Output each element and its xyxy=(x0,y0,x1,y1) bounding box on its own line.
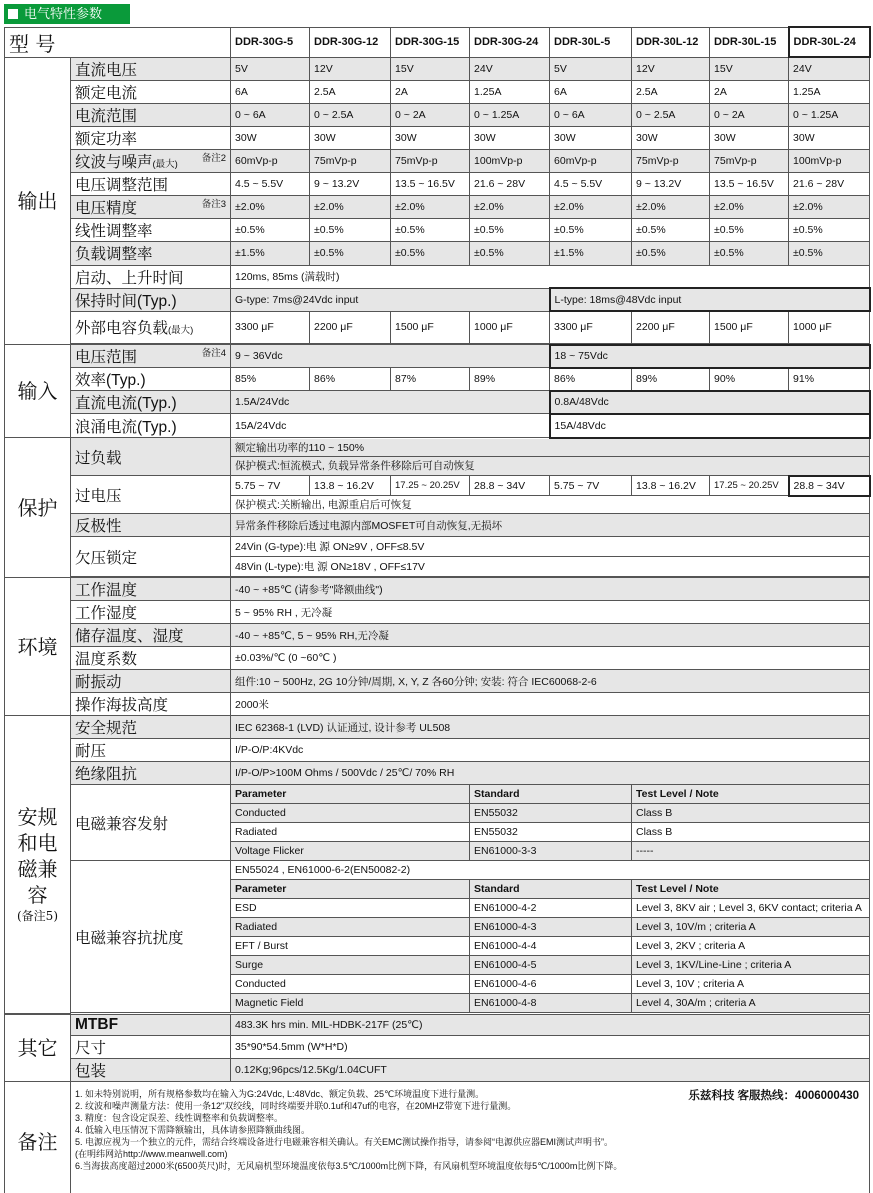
value-cell: -40 ~ +85℃ (请参考"降额曲线") xyxy=(231,578,870,601)
row-label: 保持时间(Typ.) xyxy=(71,288,231,311)
value-cell: 120ms, 85ms (满载时) xyxy=(231,265,870,288)
value-cell: 48Vin (L-type):电 源 ON≥18V , OFF≤17V xyxy=(231,557,870,577)
value-cell: 9 ~ 36Vdc xyxy=(231,345,550,368)
value-cell: 75mVp-p xyxy=(310,149,391,172)
value-cell: 30W xyxy=(550,126,632,149)
value-cell: ±0.5% xyxy=(789,241,870,265)
group-safety-line: 容 xyxy=(27,883,48,908)
group-safety-line: 和电 xyxy=(17,831,58,856)
row-safety-standards xyxy=(5,716,870,739)
row-label: 绝缘阻抗 xyxy=(71,762,231,785)
table-cell: Radiated xyxy=(231,823,470,842)
group-safety-line: 安规 xyxy=(17,805,58,830)
value-cell: ±0.5% xyxy=(632,218,710,241)
row-efficiency xyxy=(5,368,870,391)
column-header: Test Level / Note xyxy=(632,880,870,899)
table-cell: EN55032 xyxy=(470,804,632,823)
value-cell: 24Vin (G-type):电 源 ON≥9V , OFF≤8.5V xyxy=(231,537,870,557)
value-cell: 1.25A xyxy=(470,80,550,103)
value-cell: 0 ~ 2A xyxy=(710,103,789,126)
value-cell: ±0.5% xyxy=(710,241,789,265)
value-cell: 60mVp-p xyxy=(231,149,310,172)
value-cell: 2000米 xyxy=(231,693,870,716)
value-cell: ±0.03%/℃ (0 ~60℃ ) xyxy=(231,647,870,670)
section-header: 电气特性参数 xyxy=(4,4,130,24)
note-ref: 备注4 xyxy=(201,348,227,359)
value-cell: ±1.5% xyxy=(231,241,310,265)
value-cell: 21.6 ~ 28V xyxy=(470,172,550,195)
row-label: 耐振动 xyxy=(71,670,231,693)
table-cell: Class B xyxy=(632,823,870,842)
value-cell: IEC 62368-1 (LVD) 认证通过, 设计参考 UL508 xyxy=(231,716,870,739)
value-cell: ±2.0% xyxy=(550,195,632,218)
value-cell: 17.25 ~ 20.25V xyxy=(710,476,789,496)
value-cell: 13.5 ~ 16.5V xyxy=(710,172,789,195)
row-label: 欠压锁定 xyxy=(71,537,231,577)
table-cell: Level 3, 1KV/Line-Line ; criteria A xyxy=(632,956,870,975)
table-cell: EFT / Burst xyxy=(231,937,470,956)
value-cell: 12V xyxy=(632,57,710,80)
row-line-reg xyxy=(5,218,870,241)
row-label: 直流电压 xyxy=(71,57,231,80)
emc-emission-header xyxy=(5,785,870,804)
value-cell: 1.25A xyxy=(789,80,870,103)
value-cell: 0.12Kg;96pcs/12.5Kg/1.04CUFT xyxy=(231,1058,870,1081)
table-cell: Level 3, 10V ; criteria A xyxy=(632,975,870,994)
table-cell: Level 3, 2KV ; criteria A xyxy=(632,937,870,956)
remark-line: 3. 精度：包含设定误差、线性调整率和负载调整率。 xyxy=(75,1112,284,1123)
value-cell: ±0.5% xyxy=(470,241,550,265)
label-text: 外部电容负载 xyxy=(75,320,169,337)
value-cell: ±0.5% xyxy=(310,241,391,265)
note-ref: 备注3 xyxy=(201,198,227,210)
row-label: 额定功率 xyxy=(71,126,231,149)
group-protection: 保护 xyxy=(5,438,71,578)
table-cell: Magnetic Field xyxy=(231,994,470,1013)
table-cell: Surge xyxy=(231,956,470,975)
value-cell: 9 ~ 13.2V xyxy=(310,172,391,195)
value-cell: 1500 μF xyxy=(391,311,470,343)
value-cell: 12V xyxy=(310,57,391,80)
value-cell: 2.5A xyxy=(632,80,710,103)
value-cell: 异常条件移除后透过电源内部MOSFET可自动恢复,无损坏 xyxy=(231,514,870,537)
row-voltage-tol xyxy=(5,195,870,218)
value-cell: 85% xyxy=(231,368,310,391)
value-cell: ±2.0% xyxy=(310,195,391,218)
row-overvoltage-1 xyxy=(5,476,870,496)
row-label xyxy=(71,149,231,172)
value-cell: 483.3K hrs min. MIL-HDBK-217F (25℃) xyxy=(231,1014,870,1035)
label-text: 电压范围 xyxy=(75,349,138,366)
value-cell: 17.25 ~ 20.25V xyxy=(391,476,470,496)
value-cell: 30W xyxy=(470,126,550,149)
table-cell: Conducted xyxy=(231,804,470,823)
value-cell: EN55024 , EN61000-6-2(EN50082-2) xyxy=(231,861,870,880)
value-cell: 5.75 ~ 7V xyxy=(231,476,310,496)
group-other: 其它 xyxy=(5,1014,71,1081)
remark-line: 6.当海拔高度超过2000米(6500英尺)时，无风扇机型环境温度依每3.5℃/1000m比例下降，有风扇机型环境温度依每5℃/1000m比例下降。 xyxy=(75,1160,623,1171)
row-load-reg xyxy=(5,241,870,265)
value-cell: 0 ~ 2.5A xyxy=(632,103,710,126)
row-label: 浪涌电流(Typ.) xyxy=(71,414,231,438)
value-cell: 30W xyxy=(310,126,391,149)
value-cell: 24V xyxy=(470,57,550,80)
label-text: 电压精度 xyxy=(75,199,138,217)
model-cell: DDR-30G-15 xyxy=(391,27,470,57)
model-label: 型 号 xyxy=(5,27,231,57)
value-cell: 90% xyxy=(710,368,789,391)
value-cell: 28.8 ~ 34V xyxy=(789,476,870,496)
table-cell: Level 4, 30A/m ; criteria A xyxy=(632,994,870,1013)
value-cell: 0 ~ 1.25A xyxy=(470,103,550,126)
value-cell: ±0.5% xyxy=(632,241,710,265)
row-current-range xyxy=(5,103,870,126)
value-cell: 18 ~ 75Vdc xyxy=(550,345,870,368)
value-cell: 21.6 ~ 28V xyxy=(789,172,870,195)
row-label xyxy=(71,345,231,368)
row-uvlo-1 xyxy=(5,537,870,557)
value-cell: 75mVp-p xyxy=(632,149,710,172)
row-altitude xyxy=(5,693,870,716)
table-cell: Radiated xyxy=(231,918,470,937)
row-cap-load xyxy=(5,311,870,343)
row-voltage-adj xyxy=(5,172,870,195)
value-cell: I/P-O/P:4KVdc xyxy=(231,739,870,762)
value-cell: 3300 μF xyxy=(231,311,310,343)
row-rated-current xyxy=(5,80,870,103)
row-label xyxy=(71,195,231,218)
value-cell: 100mVp-p xyxy=(789,149,870,172)
table-cell: EN55032 xyxy=(470,823,632,842)
value-cell: 15V xyxy=(710,57,789,80)
group-remarks: 备注 xyxy=(5,1081,71,1193)
remark-line: 1. 如未特别说明，所有规格参数均在输入为G:24Vdc, L:48Vdc、额定负载、25℃环境温度下进行量测。 xyxy=(75,1088,485,1099)
value-cell: 2200 μF xyxy=(632,311,710,343)
value-cell: 额定输出功率的110 ~ 150% xyxy=(231,438,870,457)
value-cell: 2200 μF xyxy=(310,311,391,343)
table-cell: EN61000-4-8 xyxy=(470,994,632,1013)
table-cell: EN61000-4-4 xyxy=(470,937,632,956)
value-cell: ±2.0% xyxy=(470,195,550,218)
table-cell: Conducted xyxy=(231,975,470,994)
value-cell: 60mVp-p xyxy=(550,149,632,172)
value-cell: ±0.5% xyxy=(710,218,789,241)
row-reverse xyxy=(5,514,870,537)
row-humidity xyxy=(5,601,870,624)
value-cell: 35*90*54.5mm (W*H*D) xyxy=(231,1035,870,1058)
value-cell: 2.5A xyxy=(310,80,391,103)
value-cell: 86% xyxy=(550,368,632,391)
value-cell: 0 ~ 6A xyxy=(550,103,632,126)
value-cell: 15V xyxy=(391,57,470,80)
value-cell: 30W xyxy=(391,126,470,149)
value-cell: 2A xyxy=(391,80,470,103)
label-small: (最大) xyxy=(152,158,178,170)
row-label: 安全规范 xyxy=(71,716,231,739)
value-cell: 30W xyxy=(710,126,789,149)
row-label: 负载调整率 xyxy=(71,241,231,265)
value-cell: ±2.0% xyxy=(710,195,789,218)
value-cell: 0 ~ 1.25A xyxy=(789,103,870,126)
row-vibration xyxy=(5,670,870,693)
row-label: 效率(Typ.) xyxy=(71,368,231,391)
value-cell: ±2.0% xyxy=(632,195,710,218)
table-cell: EN61000-3-3 xyxy=(470,842,632,861)
value-cell: 0 ~ 6A xyxy=(231,103,310,126)
row-label: 耐压 xyxy=(71,739,231,762)
model-row xyxy=(5,27,870,57)
value-cell: 1000 μF xyxy=(470,311,550,343)
value-cell: 75mVp-p xyxy=(710,149,789,172)
row-dimension xyxy=(5,1035,870,1058)
row-overload-1 xyxy=(5,438,870,457)
value-cell: 13.5 ~ 16.5V xyxy=(391,172,470,195)
value-cell: ±2.0% xyxy=(391,195,470,218)
group-input: 输入 xyxy=(5,345,71,438)
value-cell: 保护模式:关断输出, 电源重启后可恢复 xyxy=(231,496,870,514)
row-label: 温度系数 xyxy=(71,647,231,670)
table-cell: Level 3, 10V/m ; criteria A xyxy=(632,918,870,937)
column-header: Standard xyxy=(470,785,632,804)
value-cell: 1500 μF xyxy=(710,311,789,343)
value-cell: L-type: 18ms@48Vdc input xyxy=(550,288,870,311)
value-cell: 0 ~ 2.5A xyxy=(310,103,391,126)
row-label: 操作海拔高度 xyxy=(71,693,231,716)
value-cell: 30W xyxy=(632,126,710,149)
row-mtbf xyxy=(5,1014,870,1035)
table-cell: EN61000-4-3 xyxy=(470,918,632,937)
column-header: Parameter xyxy=(231,785,470,804)
column-header: Parameter xyxy=(231,880,470,899)
row-remarks xyxy=(5,1081,870,1193)
value-cell: 15A/24Vdc xyxy=(231,414,550,438)
row-label: 电磁兼容抗扰度 xyxy=(71,861,231,1013)
value-cell: 保护模式:恒流模式, 负载异常条件移除后可自动恢复 xyxy=(231,457,870,476)
model-cell: DDR-30L-15 xyxy=(710,27,789,57)
value-cell: 13.8 ~ 16.2V xyxy=(632,476,710,496)
table-cell: Class B xyxy=(632,804,870,823)
model-cell: DDR-30G-24 xyxy=(470,27,550,57)
value-cell: 89% xyxy=(632,368,710,391)
value-cell: ±0.5% xyxy=(391,218,470,241)
value-cell: 5V xyxy=(550,57,632,80)
row-storage xyxy=(5,624,870,647)
value-cell: 1.5A/24Vdc xyxy=(231,391,550,414)
row-dc-voltage xyxy=(5,57,870,80)
table-cell: EN61000-4-2 xyxy=(470,899,632,918)
value-cell: 2A xyxy=(710,80,789,103)
row-hold-up xyxy=(5,288,870,311)
row-label: 包装 xyxy=(71,1058,231,1081)
model-cell: DDR-30L-5 xyxy=(550,27,632,57)
value-cell: ±1.5% xyxy=(550,241,632,265)
value-cell: ±0.5% xyxy=(310,218,391,241)
model-cell: DDR-30G-5 xyxy=(231,27,310,57)
label-text: 纹波与噪声 xyxy=(75,153,153,171)
value-cell: ±0.5% xyxy=(550,218,632,241)
column-header: Test Level / Note xyxy=(632,785,870,804)
remarks-cell xyxy=(71,1081,870,1193)
table-cell: ----- xyxy=(632,842,870,861)
row-inrush xyxy=(5,414,870,438)
value-cell: 87% xyxy=(391,368,470,391)
remark-line: 4. 低输入电压情况下需降额输出，具体请参照降额曲线图。 xyxy=(75,1124,311,1135)
row-isolation xyxy=(5,762,870,785)
value-cell: 1000 μF xyxy=(789,311,870,343)
value-cell: ±2.0% xyxy=(231,195,310,218)
value-cell: 5V xyxy=(231,57,310,80)
value-cell: 0.8A/48Vdc xyxy=(550,391,870,414)
value-cell: 30W xyxy=(231,126,310,149)
group-safety xyxy=(5,716,71,1014)
note-ref: 备注2 xyxy=(201,152,227,164)
value-cell: 86% xyxy=(310,368,391,391)
model-cell: DDR-30L-12 xyxy=(632,27,710,57)
row-setup xyxy=(5,265,870,288)
value-cell: 15A/48Vdc xyxy=(550,414,870,438)
row-dc-current xyxy=(5,391,870,414)
value-cell: 组件:10 ~ 500Hz, 2G 10分钟/周期, X, Y, Z 各60分钟; 安装: 符合 IEC60068-2-6 xyxy=(231,670,870,693)
row-label: 电磁兼容发射 xyxy=(71,785,231,861)
group-output: 输出 xyxy=(5,57,71,345)
label-small: (最大) xyxy=(168,325,194,336)
remark-line: (在明纬网站http://www.meanwell.com) xyxy=(75,1148,228,1159)
value-cell: 4.5 ~ 5.5V xyxy=(550,172,632,195)
value-cell: 100mVp-p xyxy=(470,149,550,172)
remark-line: 2. 纹波和噪声测量方法：使用一条12"双绞线，同时终端要并联0.1uf和47uf的电容，在20MHZ带宽下进行量测。 xyxy=(75,1100,517,1111)
row-temp xyxy=(5,578,870,601)
row-label: 储存温度、湿度 xyxy=(71,624,231,647)
value-cell: 13.8 ~ 16.2V xyxy=(310,476,391,496)
square-icon xyxy=(8,9,18,19)
row-label: MTBF xyxy=(71,1014,231,1035)
value-cell: 75mVp-p xyxy=(391,149,470,172)
group-environment: 环境 xyxy=(5,578,71,716)
group-safety-note: (备注5) xyxy=(17,909,58,924)
row-input-voltage xyxy=(5,345,870,368)
row-label: 直流电流(Typ.) xyxy=(71,391,231,414)
value-cell: G-type: 7ms@24Vdc input xyxy=(231,288,550,311)
value-cell: 0 ~ 2A xyxy=(391,103,470,126)
row-label: 电流范围 xyxy=(71,103,231,126)
value-cell: 28.8 ~ 34V xyxy=(470,476,550,496)
row-coef xyxy=(5,647,870,670)
value-cell: 24V xyxy=(789,57,870,80)
emc-immunity-intro xyxy=(5,861,870,880)
table-cell: ESD xyxy=(231,899,470,918)
row-label: 额定电流 xyxy=(71,80,231,103)
model-cell: DDR-30G-12 xyxy=(310,27,391,57)
value-cell: 91% xyxy=(789,368,870,391)
model-cell: DDR-30L-24 xyxy=(789,27,870,57)
value-cell: 9 ~ 13.2V xyxy=(632,172,710,195)
value-cell: ±2.0% xyxy=(789,195,870,218)
row-rated-power xyxy=(5,126,870,149)
row-label: 过负载 xyxy=(71,438,231,476)
row-ripple xyxy=(5,149,870,172)
value-cell: -40 ~ +85℃, 5 ~ 95% RH,无冷凝 xyxy=(231,624,870,647)
value-cell: 3300 μF xyxy=(550,311,632,343)
value-cell: ±0.5% xyxy=(470,218,550,241)
row-withstand xyxy=(5,739,870,762)
value-cell: ±0.5% xyxy=(789,218,870,241)
row-label: 工作温度 xyxy=(71,578,231,601)
value-cell: 4.5 ~ 5.5V xyxy=(231,172,310,195)
value-cell: 6A xyxy=(550,80,632,103)
value-cell: 5 ~ 95% RH , 无冷凝 xyxy=(231,601,870,624)
row-label: 工作湿度 xyxy=(71,601,231,624)
column-header: Standard xyxy=(470,880,632,899)
row-label: 过电压 xyxy=(71,476,231,514)
table-cell: EN61000-4-5 xyxy=(470,956,632,975)
remark-line: 5. 电源应视为一个独立的元件，需结合终端设备进行电磁兼容相关确认。有关EMC测试操作指导，请参阅“电源供应器EMI测试声明书”。 xyxy=(75,1136,614,1147)
value-cell: ±0.5% xyxy=(231,218,310,241)
table-cell: Level 3, 8KV air ; Level 3, 6KV contact; criteria A xyxy=(632,899,870,918)
value-cell: ±0.5% xyxy=(391,241,470,265)
group-safety-line: 磁兼 xyxy=(17,857,58,882)
hotline: 乐兹科技 客服热线：4006000430 xyxy=(688,1089,860,1102)
row-label: 电压调整范围 xyxy=(71,172,231,195)
value-cell: I/P-O/P>100M Ohms / 500Vdc / 25℃/ 70% RH xyxy=(231,762,870,785)
value-cell: 5.75 ~ 7V xyxy=(550,476,632,496)
row-label: 线性调整率 xyxy=(71,218,231,241)
value-cell: 30W xyxy=(789,126,870,149)
row-packing xyxy=(5,1058,870,1081)
spec-table xyxy=(4,26,871,1193)
row-label: 启动、上升时间 xyxy=(71,265,231,288)
row-label: 尺寸 xyxy=(71,1035,231,1058)
row-label xyxy=(71,311,231,343)
table-cell: EN61000-4-6 xyxy=(470,975,632,994)
value-cell: 6A xyxy=(231,80,310,103)
value-cell: 89% xyxy=(470,368,550,391)
table-cell: Voltage Flicker xyxy=(231,842,470,861)
row-label: 反极性 xyxy=(71,514,231,537)
